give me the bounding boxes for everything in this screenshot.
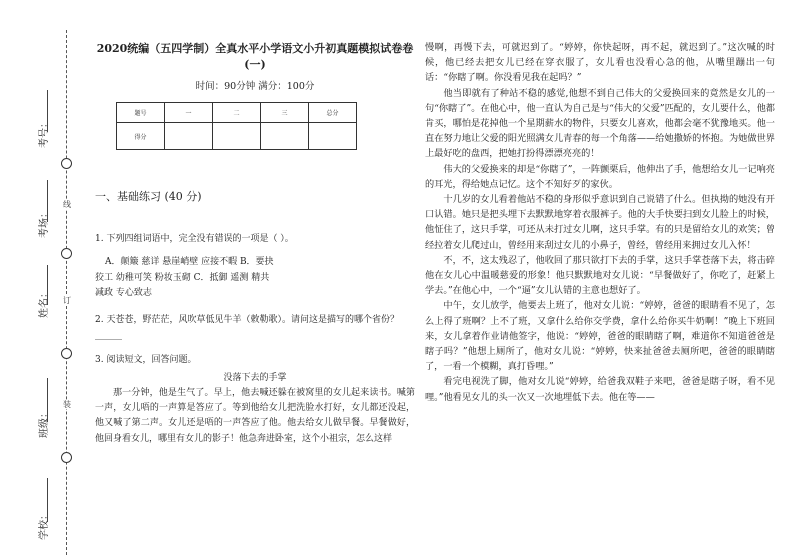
section-heading: 一、基础练习 (40 分) <box>95 190 202 203</box>
question-2: 2. 天苍苍，野茫茫，风吹草低见牛羊（敕勒歌）。请问这是描写的哪个省份？______ <box>95 314 399 340</box>
exam-title: 2020统编（五四学制）全真水平小学语文小升初真题模拟试卷卷 <box>96 42 414 55</box>
exam-title-volume: (一) <box>244 58 266 71</box>
question-3: 3. 阅读短文，回答问题。 <box>95 354 197 365</box>
exam-room-line <box>47 180 48 222</box>
score-header-cell: 二 <box>213 103 261 123</box>
left-column <box>95 40 415 447</box>
passage-title: 没落下去的手掌 <box>223 372 287 383</box>
passage-paragraph: 他当即就有了种站不稳的感觉,他想不到自己伟大的父爱换回来的竟然是女儿的一句“你瞎了”。在他心中，他一直认为自己是与“伟大的父爱”匹配的，女儿要什么，他都肯买，哪怕是花掉他一个星期薪水的物件，只要女儿喜欢，他都会毫不犹豫地买。他一直在努力地让父爱的阳光照满女儿青春的每一个角落——给她撒娇的怀抱。为她做世界上最好吃的盘西，把她打扮得漂漂亮亮的！ <box>425 87 775 160</box>
score-cell[interactable] <box>165 123 213 150</box>
class-line <box>47 378 48 422</box>
passage-paragraph: 慢啊，再慢下去，可就迟到了。“婷婷，你快起呀，再不起，就迟到了。”这次喊的时候，他已经去把女儿已经在穿衣服了，女儿看也没看心急的他，从嘴里蹦出一句话：“你瞎了啊。你没看见我在起吗？” <box>425 42 775 84</box>
seal-char-mount: 装 <box>63 400 71 409</box>
class-label: 班级： <box>39 408 50 438</box>
binding-hole <box>61 248 72 259</box>
binding-hole <box>61 158 72 169</box>
score-table-header-row <box>117 103 357 123</box>
question-1-options <box>95 255 415 302</box>
score-header-cell: 三 <box>261 103 309 123</box>
right-column <box>425 40 775 405</box>
seal-char-bind: 订 <box>63 296 71 305</box>
score-table <box>116 102 357 150</box>
exam-time-score: 时间：90分钟 满分：100分 <box>195 81 315 92</box>
score-header-cell: 一 <box>165 103 213 123</box>
score-header-cell: 题号 <box>117 103 165 123</box>
score-header-cell: 总分 <box>309 103 357 123</box>
passage-paragraph: 看完电视洗了脚，他对女儿说“婷婷，给爸我双鞋子来吧，爸爸是瞎子呀，看不见哩。”他看见女儿的头一次又一次地埋低下去。他在等—— <box>425 376 775 403</box>
score-table-score-row <box>117 123 357 150</box>
binding-dashed-line <box>66 30 67 555</box>
passage-paragraph: 那一分钟，他是生气了。早上，他去喊还躲在被窝里的女儿起来读书。喊第一声，女儿唔的一声算是答应了。等到他给女儿把洗脸水打好，女儿都还没起，他又喊了第二声。女儿还是唔的一声答应了他。他去给女儿做早餐。早餐做好，他回身看女儿，哪里有女儿的影子！他急奔进卧室，这个小祖宗，怎么这样 <box>95 387 415 444</box>
question-1: 1. 下列四组词语中，完全没有错误的一项是（ ）。 <box>95 234 294 244</box>
binding-hole <box>61 348 72 359</box>
school-label: 学校： <box>39 510 50 540</box>
passage-paragraph: 中午，女儿放学，他要去上班了，他对女儿说：“婷婷，爸爸的眼睛看不见了，怎么上得了班啊？上不了班，又拿什么给你交学费，拿什么给你买牛奶啊！”晚上下班回来，女儿拿着作业请他签字，他说：“婷婷，爸爸的眼睛瞎了啊，难道你不知道爸爸是瞎子吗？”他想上厕所了，他对女儿说：“婷婷，快来扯爸爸去厕所吧，爸爸的眼睛瞎了，一看一个模糊，真打昏哩。” <box>425 300 775 373</box>
exam-number-line <box>47 90 48 132</box>
name-line <box>47 265 48 305</box>
score-row-label: 得分 <box>117 123 165 150</box>
exam-room-label: 考场： <box>39 208 50 238</box>
name-label: 姓名： <box>39 288 50 318</box>
question-1-option-line: 狡工 幼稚可笑 粉妆玉砌 C．抵御 遥测 精共 <box>95 272 270 283</box>
binding-hole <box>61 452 72 463</box>
question-1-option-line: A．颠簸 慈详 悬崖峭壁 应接不暇 B．要抉 <box>105 257 274 267</box>
score-cell[interactable] <box>309 123 357 150</box>
school-line <box>47 478 48 522</box>
binding-margin <box>0 0 90 560</box>
seal-char-line: 线 <box>63 200 71 209</box>
passage-paragraph: 十几岁的女儿看着他站不稳的身形似乎意识到自己说错了什么。但执拗的她没有开口认错。她只是把头埋下去默默地穿着衣服裤子。他的大手快要扫到女儿脸上的时候，他怔住了，这只手掌，可还从未打过女儿啊，这只手掌。有的只是留给女儿的欢笑；曾经拉着女儿爬过山，曾经用来刮过女儿的小鼻子，曾经，曾经用来拥过女儿入怀！ <box>425 194 775 251</box>
exam-number-label: 考号： <box>39 118 50 148</box>
question-1-option-line: 减政 专心致志 <box>95 288 152 298</box>
passage-paragraph: 不，不，这太残忍了，他收回了那只欲打下去的手掌，这只手掌苍落下去，将击碎他在女儿心中温暖慈爱的形象！他只默默地对女儿说：“早餐做好了，你吃了，赶紧上学去。”在他心中，一个“逼”女儿认错的主意也想好了。 <box>425 254 775 297</box>
score-cell[interactable] <box>213 123 261 150</box>
passage-paragraph: 伟大的父爱换来的却是“你瞎了”，一阵颤栗后，他伸出了手，他想给女儿一记响亮的耳光，得给她点记忆。这个不知好歹的家伙。 <box>425 163 775 190</box>
score-cell[interactable] <box>261 123 309 150</box>
